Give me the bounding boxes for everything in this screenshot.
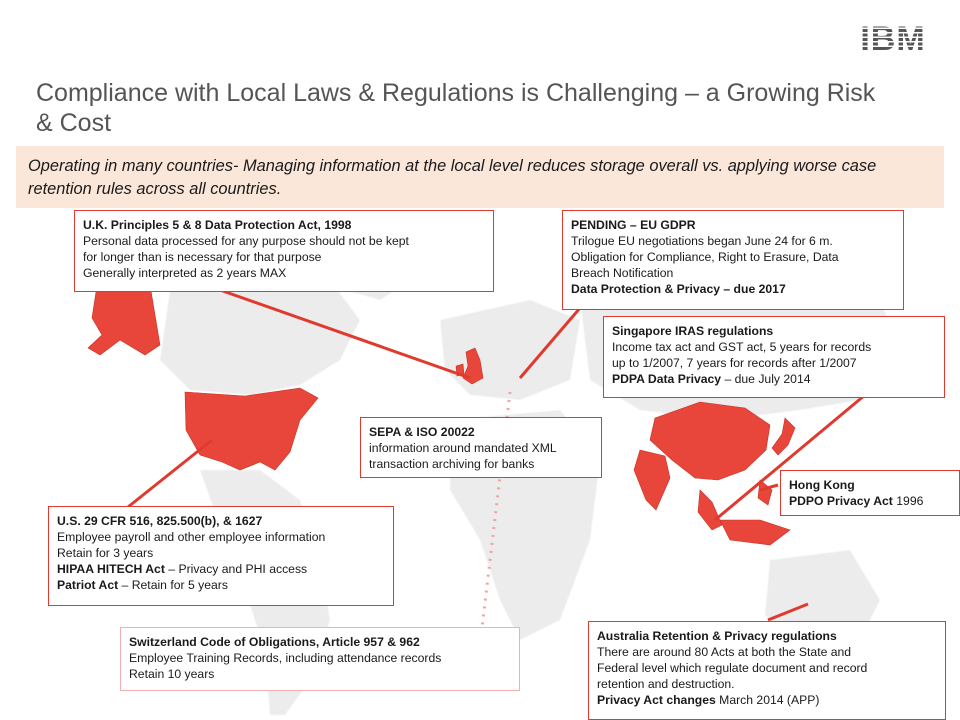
- swiss-line-1: Employee Training Records, including attendance records: [129, 651, 442, 665]
- us-rest-2: – Retain for 5 years: [118, 578, 228, 592]
- us-callout: [48, 506, 394, 606]
- singapore-callout: [603, 316, 945, 398]
- us-heading: U.S. 29 CFR 516, 825.500(b), & 1627: [57, 514, 263, 528]
- us-bold-1: HIPAA HITECH Act: [57, 562, 165, 576]
- singapore-line-1: Income tax act and GST act, 5 years for records: [612, 340, 872, 354]
- us-line-1: Employee payroll and other employee information: [57, 530, 326, 544]
- eu-line-1: Trilogue EU negotiations began June 24 for 6 m.: [571, 234, 833, 248]
- sepa-heading: SEPA & ISO 20022: [369, 425, 475, 439]
- australia-line-4: [597, 692, 937, 708]
- australia-line-2: Federal level which regulate document and record: [597, 661, 868, 675]
- india-region: [634, 450, 670, 510]
- uk-line-1: Personal data processed for any purpose should not be kept: [83, 234, 409, 248]
- hongkong-callout: [780, 470, 960, 516]
- us-connector: [128, 440, 212, 507]
- eu-line-3: Breach Notification: [571, 266, 674, 280]
- us-line-3: [57, 561, 385, 577]
- europe-shape: [440, 300, 580, 400]
- summary-text: Operating in many countries- Managing information at the local level reduces storage overall vs. applying worse case retention rules across all countries.: [28, 157, 877, 198]
- hongkong-rest: 1996: [892, 494, 924, 508]
- swiss-heading: Switzerland Code of Obligations, Article 957 & 962: [129, 635, 420, 649]
- sepa-callout: [360, 417, 602, 478]
- singapore-line-3: [612, 371, 936, 387]
- switzerland-callout: [120, 627, 520, 691]
- page-title: Compliance with Local Laws & Regulations is Challenging – a Growing Risk & Cost: [36, 79, 876, 137]
- us-rest-1: – Privacy and PHI access: [164, 562, 308, 576]
- australia-rest: March 2014 (APP): [715, 693, 820, 707]
- sepa-line-1: information around mandated XML: [369, 441, 557, 455]
- hongkong-line: [789, 493, 951, 509]
- australia-line-1: There are around 80 Acts at both the State and: [597, 645, 852, 659]
- uk-heading: U.K. Principles 5 & 8 Data Protection Act, 1998: [83, 218, 352, 232]
- singapore-line-2: up to 1/2007, 7 years for records after 1/2007: [612, 356, 857, 370]
- singapore-bold: PDPA Data Privacy: [612, 372, 722, 386]
- eu-line-2: Obligation for Compliance, Right to Erasure, Data: [571, 250, 839, 264]
- ibm-logo: [852, 20, 934, 56]
- singapore-heading: Singapore IRAS regulations: [612, 324, 774, 338]
- summary-banner: [16, 146, 944, 208]
- us-line-4: [57, 577, 385, 593]
- australia-heading: Australia Retention & Privacy regulations: [597, 629, 837, 643]
- southeast-asia-region: [698, 490, 722, 530]
- sepa-line-2: transaction archiving for banks: [369, 457, 535, 471]
- singapore-rest: – due July 2014: [721, 372, 811, 386]
- swiss-line-2: Retain 10 years: [129, 667, 215, 681]
- eu-gdpr-callout: [562, 210, 904, 310]
- indonesia-region: [720, 520, 790, 545]
- australia-callout: [588, 621, 946, 720]
- eu-heading: PENDING – EU GDPR: [571, 218, 696, 232]
- uk-line-2: for longer than is necessary for that purpose: [83, 250, 322, 264]
- australia-bold: Privacy Act changes: [597, 693, 716, 707]
- usa-region: [185, 388, 318, 470]
- svg-text:IBM: IBM: [860, 20, 926, 56]
- us-line-2: Retain for 3 years: [57, 546, 154, 560]
- hongkong-heading: Hong Kong: [789, 478, 855, 492]
- eu-bold-line: Data Protection & Privacy – due 2017: [571, 282, 786, 296]
- uk-callout: [74, 210, 494, 292]
- uk-line-3: Generally interpreted as 2 years MAX: [83, 266, 287, 280]
- australia-line-3: retention and destruction.: [597, 677, 735, 691]
- hongkong-bold: PDPO Privacy Act: [789, 494, 893, 508]
- us-bold-2: Patriot Act: [57, 578, 119, 592]
- japan-region: [772, 418, 795, 455]
